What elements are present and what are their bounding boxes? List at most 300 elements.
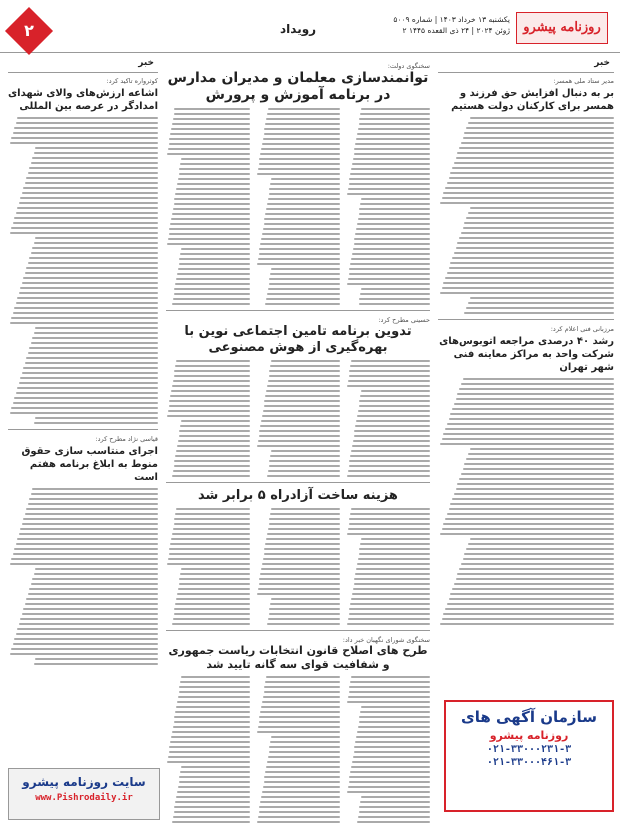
text-line	[169, 405, 250, 407]
text-line	[270, 273, 340, 275]
text-line	[359, 811, 430, 813]
page-number: ۲	[24, 21, 34, 40]
text-line	[464, 132, 614, 134]
text-line	[169, 751, 250, 753]
text-line	[174, 375, 250, 377]
text-line	[16, 122, 159, 124]
text-line	[31, 252, 159, 254]
mid-kicker-2: حسینی مطرح کرد:	[378, 316, 430, 324]
text-line	[180, 681, 250, 683]
text-line	[457, 573, 614, 575]
mid-kicker-4: سخنگوی شورای نگهبان خبر داد:	[342, 636, 430, 644]
text-line	[180, 163, 250, 165]
text-line	[349, 523, 430, 525]
text-line	[452, 498, 614, 500]
text-line	[349, 608, 430, 610]
text-line	[26, 177, 158, 179]
text-line	[352, 163, 430, 165]
text-line	[28, 352, 159, 354]
text-line	[351, 450, 430, 452]
text-line	[26, 508, 158, 510]
text-line	[32, 578, 158, 580]
left-kicker-1: کوثر‌واره تاکید کرد:	[106, 77, 158, 85]
text-line	[178, 588, 250, 590]
text-line	[31, 583, 159, 585]
text-line	[351, 258, 430, 260]
text-line	[268, 198, 340, 200]
text-line	[172, 213, 250, 215]
text-line	[10, 412, 159, 414]
text-line	[175, 455, 250, 457]
text-line	[181, 676, 250, 678]
text-line	[13, 222, 159, 224]
text-line	[173, 816, 250, 818]
text-line	[262, 701, 340, 703]
text-line	[349, 370, 430, 372]
text-line	[19, 623, 159, 625]
text-line	[449, 177, 614, 179]
text-line	[179, 578, 250, 580]
text-line	[181, 158, 250, 160]
text-line	[264, 133, 340, 135]
text-line	[17, 207, 158, 209]
text-line	[267, 113, 340, 115]
text-line	[466, 548, 614, 550]
text-line	[271, 450, 340, 452]
text-line	[262, 563, 340, 565]
right-title-1: بر به دنبال افزایش حق فرزند و همسر برای کارکنان دولت هستیم	[451, 88, 614, 112]
text-line	[257, 821, 340, 823]
text-line	[20, 528, 158, 530]
text-line	[176, 188, 250, 190]
mid-title-3: هزینه ساخت آزادراه ۵ برابر شد	[198, 488, 398, 503]
text-line	[268, 528, 340, 530]
text-line	[359, 118, 430, 120]
site-title: سایت روزنامه پیشرو	[22, 775, 146, 789]
article-text	[8, 117, 158, 424]
text-line	[31, 493, 159, 495]
text-line	[347, 193, 430, 195]
text-line	[173, 528, 250, 530]
text-line	[447, 423, 614, 425]
text-line	[29, 588, 158, 590]
text-line	[177, 183, 250, 185]
text-line	[456, 398, 614, 400]
text-line	[174, 806, 250, 808]
right-kicker-1: مدیر ستاد ملی همسر:	[553, 77, 614, 85]
text-line	[259, 716, 340, 718]
text-line	[172, 623, 250, 625]
text-line	[168, 756, 250, 758]
text-line	[268, 470, 340, 472]
text-line	[259, 253, 340, 255]
text-line	[270, 183, 340, 185]
text-line	[178, 440, 250, 442]
text-line	[449, 418, 614, 420]
text-line	[449, 267, 614, 269]
text-line	[359, 553, 430, 555]
text-line	[35, 568, 158, 570]
text-line	[169, 553, 250, 555]
text-line	[266, 118, 340, 120]
text-line	[10, 232, 159, 234]
text-line	[261, 796, 340, 798]
site-box	[8, 768, 160, 820]
text-line	[259, 435, 340, 437]
text-line	[348, 380, 430, 382]
text-line	[445, 277, 614, 279]
text-line	[263, 786, 340, 788]
text-line	[35, 658, 158, 660]
text-line	[470, 448, 614, 450]
text-line	[178, 786, 250, 788]
text-line	[440, 202, 614, 204]
article-columns	[166, 508, 430, 625]
text-line	[360, 113, 430, 115]
text-line	[350, 173, 430, 175]
text-line	[174, 721, 250, 723]
text-line	[356, 228, 430, 230]
text-line	[20, 618, 158, 620]
text-line	[440, 443, 614, 445]
text-line	[176, 360, 250, 362]
text-line	[173, 470, 250, 472]
text-line	[16, 392, 159, 394]
text-line	[456, 247, 614, 249]
text-line	[170, 133, 250, 135]
text-line	[464, 553, 614, 555]
text-line	[459, 478, 614, 480]
text-line	[354, 153, 430, 155]
text-line	[259, 578, 340, 580]
text-line	[349, 183, 430, 185]
text-line	[267, 623, 340, 625]
text-line	[176, 450, 250, 452]
text-line	[443, 613, 614, 615]
text-line	[23, 277, 158, 279]
text-line	[361, 796, 430, 798]
text-line	[349, 273, 430, 275]
text-line	[17, 297, 158, 299]
text-line	[167, 243, 250, 245]
text-line	[260, 711, 340, 713]
text-line	[269, 751, 340, 753]
text-line	[271, 360, 340, 362]
date-line	[393, 14, 510, 36]
text-line	[171, 538, 250, 540]
text-line	[172, 123, 250, 125]
text-line	[174, 293, 250, 295]
text-line	[171, 736, 250, 738]
text-line	[26, 267, 158, 269]
text-line	[14, 638, 158, 640]
text-line	[349, 518, 430, 520]
text-line	[454, 583, 614, 585]
text-line	[270, 365, 340, 367]
text-line	[10, 653, 159, 655]
text-line	[179, 173, 250, 175]
section-title: رویداد	[280, 22, 317, 36]
text-line	[459, 568, 614, 570]
text-line	[443, 282, 614, 284]
text-line	[357, 415, 430, 417]
text-line	[34, 152, 159, 154]
text-line	[350, 681, 430, 683]
text-line	[352, 253, 430, 255]
text-line	[29, 498, 158, 500]
text-line	[258, 588, 340, 590]
text-line	[359, 298, 430, 300]
text-line	[270, 513, 340, 515]
text-line	[452, 408, 614, 410]
text-line	[264, 691, 340, 693]
text-line	[258, 726, 340, 728]
text-line	[271, 268, 340, 270]
text-line	[269, 746, 340, 748]
text-line	[16, 212, 159, 214]
text-line	[452, 167, 614, 169]
text-line	[470, 297, 614, 299]
text-line	[176, 278, 250, 280]
text-line	[261, 706, 340, 708]
text-line	[176, 508, 250, 510]
text-line	[468, 453, 614, 455]
text-line	[23, 608, 158, 610]
text-line	[265, 213, 340, 215]
text-line	[175, 603, 250, 605]
text-line	[353, 248, 430, 250]
text-line	[349, 613, 430, 615]
text-line	[28, 262, 159, 264]
site-url[interactable]: www.Pishrodaily.ir	[35, 793, 133, 803]
text-line	[347, 283, 430, 285]
text-line	[173, 208, 250, 210]
text-line	[463, 378, 614, 380]
text-line	[269, 518, 340, 520]
text-line	[454, 493, 614, 495]
text-line	[23, 367, 158, 369]
text-line	[261, 148, 340, 150]
text-line	[19, 533, 159, 535]
text-line	[26, 357, 158, 359]
text-line	[174, 203, 250, 205]
text-line	[34, 242, 159, 244]
text-line	[17, 117, 158, 119]
text-line	[23, 518, 158, 520]
text-line	[11, 227, 158, 229]
text-line	[267, 761, 340, 763]
text-line	[175, 193, 250, 195]
text-line	[174, 716, 250, 718]
text-line	[271, 598, 340, 600]
text-line	[10, 142, 159, 144]
text-line	[442, 528, 614, 530]
article-text	[438, 117, 614, 314]
text-line	[11, 317, 158, 319]
text-line	[35, 237, 158, 239]
text-line	[174, 613, 250, 615]
text-line	[32, 157, 158, 159]
text-line	[349, 268, 430, 270]
left-title-2: اجرای منتاسب سازی حقوق منوط به ابلاغ برنامه هفتم است	[21, 446, 158, 483]
text-line	[264, 400, 340, 402]
text-line	[454, 403, 614, 405]
text-line	[25, 182, 159, 184]
article-columns	[166, 360, 430, 477]
text-line	[350, 771, 430, 773]
text-line	[259, 248, 340, 250]
text-line	[266, 208, 340, 210]
text-line	[29, 347, 158, 349]
text-line	[459, 388, 614, 390]
text-line	[351, 598, 430, 600]
text-line	[174, 608, 250, 610]
text-line	[29, 257, 158, 259]
text-line	[168, 410, 250, 412]
text-line	[450, 172, 614, 174]
text-line	[447, 182, 614, 184]
text-line	[354, 751, 430, 753]
text-line	[450, 262, 614, 264]
text-line	[28, 593, 159, 595]
text-line	[354, 148, 430, 150]
text-line	[10, 563, 159, 565]
text-line	[269, 523, 340, 525]
text-line	[25, 513, 159, 515]
right-title-2: رشد ۴۰ درصدی مراجعه اتوبوس‌های شرکت واحد به مراکز معاینه فنی شهر تهران	[439, 336, 614, 373]
text-line	[167, 761, 250, 763]
text-line	[354, 243, 430, 245]
text-line	[169, 746, 250, 748]
text-line	[172, 821, 250, 823]
text-line	[347, 385, 430, 387]
text-line	[22, 192, 159, 194]
text-line	[355, 741, 430, 743]
text-line	[257, 731, 340, 733]
text-line	[349, 776, 430, 778]
text-line	[269, 188, 340, 190]
text-line	[11, 558, 158, 560]
text-line	[171, 218, 250, 220]
text-line	[175, 801, 250, 803]
text-line	[269, 460, 340, 462]
text-line	[359, 721, 430, 723]
text-line	[352, 445, 430, 447]
text-line	[263, 138, 340, 140]
text-line	[176, 706, 250, 708]
text-line	[468, 543, 614, 545]
text-line	[259, 806, 340, 808]
text-line	[257, 173, 340, 175]
text-line	[461, 142, 614, 144]
text-line	[25, 272, 159, 274]
text-line	[266, 766, 340, 768]
text-line	[270, 741, 340, 743]
text-line	[358, 410, 430, 412]
text-line	[358, 558, 430, 560]
text-line	[442, 197, 614, 199]
text-line	[259, 811, 340, 813]
text-line	[349, 465, 430, 467]
text-line	[271, 178, 340, 180]
text-line	[357, 133, 430, 135]
text-line	[360, 543, 430, 545]
text-line	[270, 603, 340, 605]
text-line	[178, 268, 250, 270]
text-line	[359, 123, 430, 125]
text-line	[174, 465, 250, 467]
right-tag: خبر	[438, 58, 614, 73]
text-line	[361, 538, 430, 540]
text-line	[360, 801, 430, 803]
text-line	[361, 108, 430, 110]
text-line	[259, 430, 340, 432]
text-line	[348, 696, 430, 698]
text-line	[466, 217, 614, 219]
text-line	[443, 192, 614, 194]
text-line	[167, 153, 250, 155]
text-line	[28, 172, 159, 174]
text-line	[22, 372, 159, 374]
text-line	[173, 118, 250, 120]
masthead	[0, 0, 620, 53]
text-line	[353, 440, 430, 442]
text-line	[261, 420, 340, 422]
text-line	[13, 132, 159, 134]
text-line	[268, 108, 340, 110]
text-line	[350, 513, 430, 515]
text-line	[356, 568, 430, 570]
text-line	[175, 283, 250, 285]
text-line	[466, 307, 614, 309]
text-line	[14, 217, 158, 219]
text-line	[258, 816, 340, 818]
text-line	[173, 618, 250, 620]
text-line	[358, 726, 430, 728]
text-line	[11, 407, 158, 409]
text-line	[262, 233, 340, 235]
text-line	[264, 553, 340, 555]
text-line	[169, 400, 250, 402]
text-line	[16, 543, 159, 545]
text-line	[449, 598, 614, 600]
text-line	[175, 365, 250, 367]
text-line	[261, 238, 340, 240]
text-line	[10, 322, 159, 324]
text-line	[32, 488, 158, 490]
text-line	[173, 380, 250, 382]
mid-title-1: توانمندسازی معلمان و مدیران مدارس در برنامه آموزش و پرورش	[167, 70, 429, 103]
left-title-1: اشاعه ارزش‌های والای شهدای امدادگر در عرصه بین المللی	[7, 88, 158, 112]
text-line	[269, 283, 340, 285]
text-line	[22, 523, 159, 525]
text-line	[167, 415, 250, 417]
text-line	[32, 337, 158, 339]
text-line	[354, 430, 430, 432]
text-line	[265, 395, 340, 397]
text-line	[262, 415, 340, 417]
text-line	[359, 400, 430, 402]
text-line	[179, 583, 250, 585]
left-column	[8, 58, 158, 828]
text-line	[353, 588, 430, 590]
article-text	[8, 488, 158, 665]
text-line	[168, 238, 250, 240]
text-line	[464, 463, 614, 465]
text-line	[269, 370, 340, 372]
text-line	[350, 603, 430, 605]
text-line	[461, 563, 614, 565]
